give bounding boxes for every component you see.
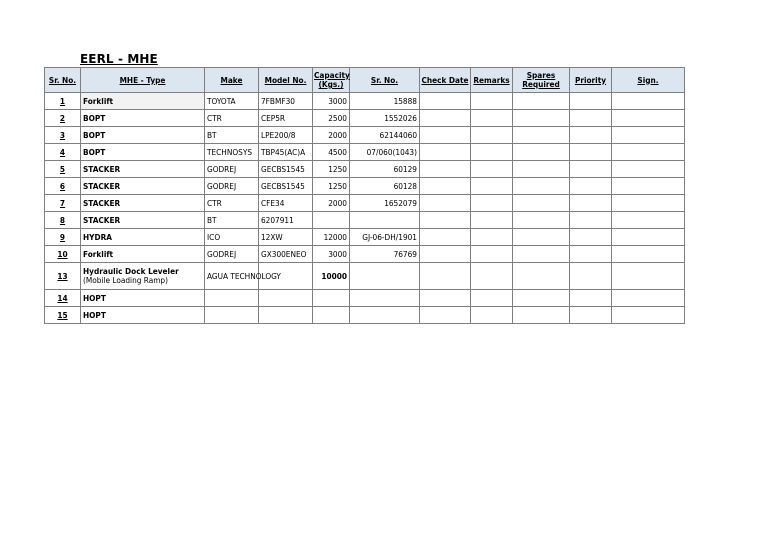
sr-no-cell: 14	[45, 290, 81, 307]
serial-no-cell: 60129	[350, 161, 420, 178]
model-no-cell: LPE200/8	[259, 127, 313, 144]
make-cell: ICO	[205, 229, 259, 246]
make-cell: GODREJ	[205, 178, 259, 195]
sr-no-cell: 8	[45, 212, 81, 229]
priority-cell	[570, 195, 612, 212]
model-no-cell: GECBS1545	[259, 178, 313, 195]
table-row	[45, 229, 685, 246]
spares-required-cell	[513, 229, 570, 246]
serial-no-cell: 15888	[350, 93, 420, 110]
mhe-type-cell: STACKER	[81, 212, 205, 229]
serial-no-cell: 60128	[350, 178, 420, 195]
col-priority-header: Priority	[570, 68, 612, 93]
capacity-cell	[313, 307, 350, 324]
capacity-cell: 1250	[313, 161, 350, 178]
mhe-type-cell	[81, 263, 205, 290]
sign-cell	[612, 127, 685, 144]
model-no-cell: CEP5R	[259, 110, 313, 127]
sign-cell	[612, 263, 685, 290]
table-row	[45, 161, 685, 178]
mhe-type-cell: STACKER	[81, 161, 205, 178]
remarks-cell	[471, 127, 513, 144]
check-date-cell	[420, 229, 471, 246]
spares-required-cell	[513, 127, 570, 144]
check-date-cell	[420, 290, 471, 307]
make-cell: CTR	[205, 195, 259, 212]
priority-cell	[570, 161, 612, 178]
mhe-table	[44, 67, 685, 324]
check-date-cell	[420, 110, 471, 127]
sr-no-cell: 4	[45, 144, 81, 161]
sr-no-cell: 13	[45, 263, 81, 290]
serial-no-cell: 76769	[350, 246, 420, 263]
sign-cell	[612, 195, 685, 212]
table-row	[45, 178, 685, 195]
table-row	[45, 307, 685, 324]
sr-no-cell: 7	[45, 195, 81, 212]
spares-required-cell	[513, 246, 570, 263]
col-sr-no-header: Sr. No.	[45, 68, 81, 93]
capacity-cell: 4500	[313, 144, 350, 161]
serial-no-cell	[350, 212, 420, 229]
capacity-cell: 3000	[313, 93, 350, 110]
col-serial-no-header: Sr. No.	[350, 68, 420, 93]
mhe-type-cell: STACKER	[81, 178, 205, 195]
remarks-cell	[471, 246, 513, 263]
remarks-cell	[471, 178, 513, 195]
mhe-type-cell: BOPT	[81, 110, 205, 127]
capacity-cell: 12000	[313, 229, 350, 246]
make-cell	[205, 307, 259, 324]
spares-required-cell	[513, 178, 570, 195]
serial-no-cell: 07/060(1043)	[350, 144, 420, 161]
serial-no-cell	[350, 263, 420, 290]
sr-no-cell: 9	[45, 229, 81, 246]
mhe-type-cell: BOPT	[81, 127, 205, 144]
model-no-cell: GECBS1545	[259, 161, 313, 178]
spares-required-cell	[513, 263, 570, 290]
check-date-cell	[420, 307, 471, 324]
sr-no-cell: 10	[45, 246, 81, 263]
make-cell: GODREJ	[205, 161, 259, 178]
remarks-cell	[471, 195, 513, 212]
spares-required-cell	[513, 290, 570, 307]
mhe-type-cell: BOPT	[81, 144, 205, 161]
priority-cell	[570, 229, 612, 246]
model-no-cell	[259, 307, 313, 324]
check-date-cell	[420, 212, 471, 229]
spares-required-cell	[513, 212, 570, 229]
serial-no-cell: 1652079	[350, 195, 420, 212]
table-body	[45, 93, 685, 324]
col-sign-header: Sign.	[612, 68, 685, 93]
col-make-header: Make	[205, 68, 259, 93]
serial-no-cell	[350, 290, 420, 307]
make-cell: BT	[205, 127, 259, 144]
sign-cell	[612, 161, 685, 178]
spares-required-cell	[513, 144, 570, 161]
remarks-cell	[471, 161, 513, 178]
sign-cell	[612, 246, 685, 263]
serial-no-cell	[350, 307, 420, 324]
remarks-cell	[471, 212, 513, 229]
spares-required-cell	[513, 195, 570, 212]
table-row	[45, 144, 685, 161]
table-row	[45, 212, 685, 229]
sr-no-cell: 2	[45, 110, 81, 127]
sr-no-cell: 15	[45, 307, 81, 324]
model-no-cell	[259, 290, 313, 307]
remarks-cell	[471, 144, 513, 161]
make-cell: GODREJ	[205, 246, 259, 263]
check-date-cell	[420, 178, 471, 195]
spares-required-cell	[513, 307, 570, 324]
priority-cell	[570, 246, 612, 263]
priority-cell	[570, 178, 612, 195]
sign-cell	[612, 93, 685, 110]
make-cell: AGUA TECHNOLOGY	[205, 263, 259, 290]
priority-cell	[570, 263, 612, 290]
col-mhe-type-header: MHE - Type	[81, 68, 205, 93]
priority-cell	[570, 144, 612, 161]
check-date-cell	[420, 246, 471, 263]
capacity-cell: 2000	[313, 127, 350, 144]
col-spares-required-header: Spares Required	[513, 68, 570, 93]
model-no-cell: GX300ENEO	[259, 246, 313, 263]
sign-cell	[612, 212, 685, 229]
mhe-type-cell: STACKER	[81, 195, 205, 212]
priority-cell	[570, 212, 612, 229]
serial-no-cell: 1552026	[350, 110, 420, 127]
mhe-type-line1: Hydraulic Dock Leveler	[83, 266, 179, 276]
priority-cell	[570, 307, 612, 324]
remarks-cell	[471, 229, 513, 246]
check-date-cell	[420, 195, 471, 212]
table-row	[45, 110, 685, 127]
sr-no-cell: 1	[45, 93, 81, 110]
sign-cell	[612, 178, 685, 195]
capacity-cell	[313, 290, 350, 307]
make-cell: CTR	[205, 110, 259, 127]
priority-cell	[570, 93, 612, 110]
table-row	[45, 93, 685, 110]
check-date-cell	[420, 127, 471, 144]
mhe-type-cell: Forklift	[81, 246, 205, 263]
check-date-cell	[420, 93, 471, 110]
priority-cell	[570, 290, 612, 307]
check-date-cell	[420, 144, 471, 161]
spares-required-cell	[513, 161, 570, 178]
check-date-cell	[420, 263, 471, 290]
col-capacity-header: Capacity (Kgs.)	[313, 68, 350, 93]
table-row	[45, 127, 685, 144]
remarks-cell	[471, 263, 513, 290]
capacity-cell: 10000	[313, 263, 350, 290]
sign-cell	[612, 110, 685, 127]
capacity-cell: 1250	[313, 178, 350, 195]
sign-cell	[612, 290, 685, 307]
model-no-cell: CFE34	[259, 195, 313, 212]
mhe-type-line2: (Mobile Loading Ramp)	[83, 275, 168, 285]
table-row	[45, 195, 685, 212]
sign-cell	[612, 144, 685, 161]
remarks-cell	[471, 290, 513, 307]
col-remarks-header: Remarks	[471, 68, 513, 93]
sign-cell	[612, 307, 685, 324]
mhe-type-cell: HOPT	[81, 307, 205, 324]
make-cell: TECHNOSYS	[205, 144, 259, 161]
sr-no-cell: 6	[45, 178, 81, 195]
model-no-cell: 12XW	[259, 229, 313, 246]
model-no-cell: 7FBMF30	[259, 93, 313, 110]
table-row	[45, 246, 685, 263]
remarks-cell	[471, 307, 513, 324]
make-cell	[205, 290, 259, 307]
model-no-cell: 6207911	[259, 212, 313, 229]
header-row	[45, 68, 685, 93]
table-row	[45, 290, 685, 307]
serial-no-cell: 62144060	[350, 127, 420, 144]
capacity-cell: 3000	[313, 246, 350, 263]
col-model-no-header: Model No.	[259, 68, 313, 93]
mhe-type-cell: Forklift	[81, 93, 205, 110]
mhe-type-cell: HOPT	[81, 290, 205, 307]
table-row	[45, 263, 685, 290]
make-cell: BT	[205, 212, 259, 229]
document-title: EERL - MHE	[80, 52, 158, 66]
model-no-cell: TBP45(AC)A	[259, 144, 313, 161]
sr-no-cell: 3	[45, 127, 81, 144]
capacity-cell: 2500	[313, 110, 350, 127]
priority-cell	[570, 110, 612, 127]
remarks-cell	[471, 110, 513, 127]
col-check-date-header: Check Date	[420, 68, 471, 93]
sr-no-cell: 5	[45, 161, 81, 178]
sign-cell	[612, 229, 685, 246]
serial-no-cell: GJ-06-DH/1901	[350, 229, 420, 246]
capacity-cell: 2000	[313, 195, 350, 212]
mhe-type-cell: HYDRA	[81, 229, 205, 246]
priority-cell	[570, 127, 612, 144]
check-date-cell	[420, 161, 471, 178]
spares-required-cell	[513, 110, 570, 127]
make-cell: TOYOTA	[205, 93, 259, 110]
capacity-cell	[313, 212, 350, 229]
remarks-cell	[471, 93, 513, 110]
spares-required-cell	[513, 93, 570, 110]
